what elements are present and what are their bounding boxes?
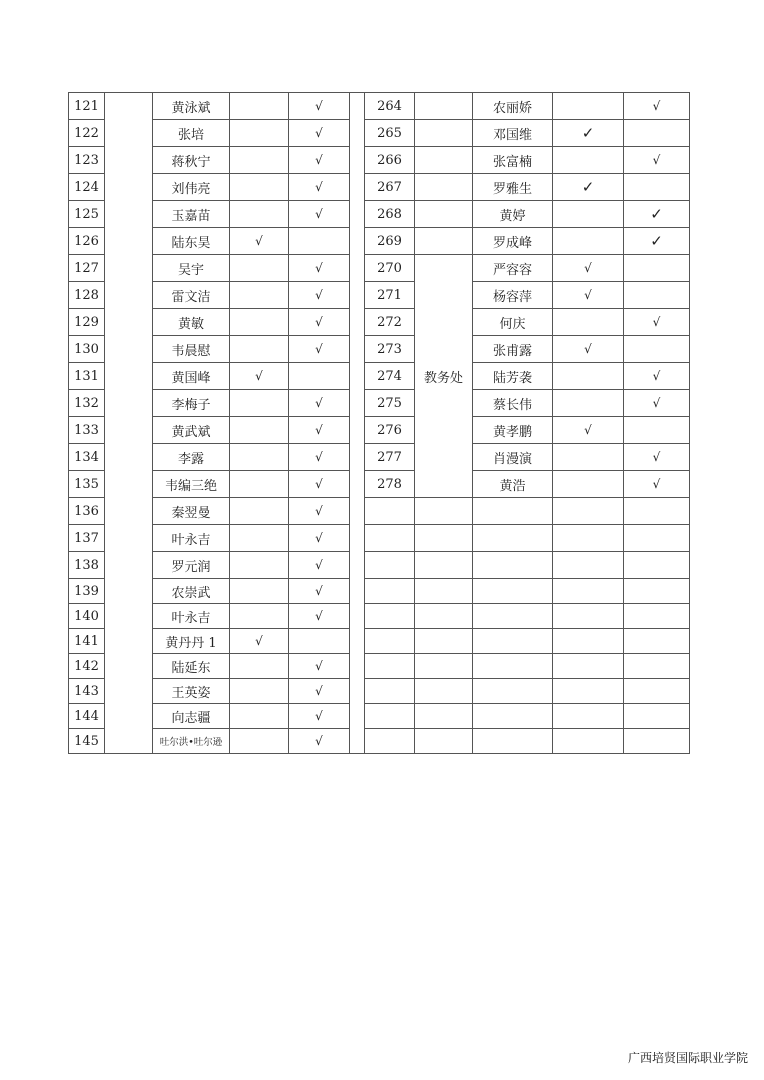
mark-col-2 — [624, 336, 690, 363]
row-number: 133 — [69, 417, 105, 444]
person-name: 黄丹丹 1 — [153, 629, 230, 654]
mark-col-2: √ — [289, 255, 350, 282]
table-body — [69, 93, 690, 754]
mark-col-2: √ — [624, 390, 690, 417]
table-row — [69, 174, 690, 201]
mark-col-2 — [624, 525, 690, 552]
person-name: 陆芳袭 — [473, 363, 553, 390]
mark-col-2: √ — [289, 309, 350, 336]
mark-col-2: √ — [289, 729, 350, 754]
person-name: 韦编三绝 — [153, 471, 230, 498]
mark-col-2: √ — [624, 309, 690, 336]
mark-col-1 — [230, 120, 289, 147]
row-number: 138 — [69, 552, 105, 579]
row-number: 274 — [365, 363, 415, 390]
table-row — [69, 525, 690, 552]
mark-col-1 — [230, 390, 289, 417]
mark-col-1 — [230, 579, 289, 604]
department-cell: 教务处 — [415, 255, 473, 498]
person-name: 雷文洁 — [153, 282, 230, 309]
mark-col-1: ✓ — [553, 174, 624, 201]
mark-col-1 — [553, 704, 624, 729]
person-name: 黄武斌 — [153, 417, 230, 444]
mark-col-1 — [230, 174, 289, 201]
mark-col-1: √ — [230, 363, 289, 390]
mark-col-2 — [289, 228, 350, 255]
mark-col-1 — [230, 336, 289, 363]
department-cell — [415, 704, 473, 729]
mark-col-2: √ — [289, 654, 350, 679]
person-name: 杨容萍 — [473, 282, 553, 309]
mark-col-1 — [230, 525, 289, 552]
row-number: 266 — [365, 147, 415, 174]
row-number: 137 — [69, 525, 105, 552]
person-name: 张甫露 — [473, 336, 553, 363]
row-number: 123 — [69, 147, 105, 174]
row-number: 267 — [365, 174, 415, 201]
department-cell — [415, 579, 473, 604]
person-name: 农丽娇 — [473, 93, 553, 120]
row-number: 278 — [365, 471, 415, 498]
mark-col-1 — [553, 444, 624, 471]
person-name: 蒋秋宁 — [153, 147, 230, 174]
column-gap — [350, 93, 365, 754]
mark-col-1 — [230, 729, 289, 754]
table-row — [69, 93, 690, 120]
mark-col-1 — [230, 471, 289, 498]
table-row — [69, 552, 690, 579]
mark-col-1 — [230, 498, 289, 525]
row-number — [365, 525, 415, 552]
row-number: 136 — [69, 498, 105, 525]
person-name — [473, 704, 553, 729]
mark-col-1 — [553, 579, 624, 604]
mark-col-2 — [289, 363, 350, 390]
table-row — [69, 704, 690, 729]
row-number: 264 — [365, 93, 415, 120]
row-number: 124 — [69, 174, 105, 201]
mark-col-1 — [230, 654, 289, 679]
footer-institution: 广西培贤国际职业学院 — [627, 1051, 748, 1065]
person-name: 黄泳斌 — [153, 93, 230, 120]
person-name: 邓国维 — [473, 120, 553, 147]
department-cell — [415, 525, 473, 552]
department-cell — [415, 93, 473, 120]
mark-col-2: ✓ — [624, 201, 690, 228]
mark-col-2: √ — [289, 704, 350, 729]
row-number — [365, 704, 415, 729]
row-number — [365, 629, 415, 654]
mark-col-2: √ — [624, 363, 690, 390]
person-name: 黄婷 — [473, 201, 553, 228]
row-number: 141 — [69, 629, 105, 654]
person-name: 秦翌曼 — [153, 498, 230, 525]
mark-col-2: √ — [624, 147, 690, 174]
person-name: 叶永吉 — [153, 604, 230, 629]
row-number: 269 — [365, 228, 415, 255]
mark-col-2: √ — [289, 417, 350, 444]
table-row — [69, 120, 690, 147]
department-cell — [415, 552, 473, 579]
table-row — [69, 579, 690, 604]
row-number — [365, 604, 415, 629]
row-number: 265 — [365, 120, 415, 147]
table-row — [69, 201, 690, 228]
row-number — [365, 498, 415, 525]
mark-col-2: √ — [289, 444, 350, 471]
person-name: 陆东昊 — [153, 228, 230, 255]
table-row — [69, 228, 690, 255]
table-row — [69, 679, 690, 704]
mark-col-1 — [553, 729, 624, 754]
person-name: 黄国峰 — [153, 363, 230, 390]
mark-col-2 — [624, 417, 690, 444]
department-cell — [415, 729, 473, 754]
person-name — [473, 552, 553, 579]
mark-col-1 — [230, 444, 289, 471]
mark-col-2 — [624, 552, 690, 579]
person-name — [473, 679, 553, 704]
table-row — [69, 417, 690, 444]
person-name: 张富楠 — [473, 147, 553, 174]
mark-col-1 — [230, 309, 289, 336]
person-name: 玉嘉苗 — [153, 201, 230, 228]
mark-col-1 — [553, 228, 624, 255]
mark-col-1 — [553, 363, 624, 390]
person-name: 蔡长伟 — [473, 390, 553, 417]
mark-col-2: √ — [289, 120, 350, 147]
person-name: 向志疆 — [153, 704, 230, 729]
row-number: 122 — [69, 120, 105, 147]
row-number — [365, 552, 415, 579]
row-number: 268 — [365, 201, 415, 228]
mark-col-1 — [553, 604, 624, 629]
mark-col-1 — [230, 147, 289, 174]
mark-col-1 — [553, 390, 624, 417]
row-number: 273 — [365, 336, 415, 363]
row-number: 276 — [365, 417, 415, 444]
row-number: 139 — [69, 579, 105, 604]
mark-col-2: √ — [289, 390, 350, 417]
mark-col-1 — [553, 629, 624, 654]
person-name: 严容容 — [473, 255, 553, 282]
person-name — [473, 579, 553, 604]
mark-col-1 — [230, 704, 289, 729]
mark-col-2: √ — [289, 147, 350, 174]
person-name — [473, 498, 553, 525]
table-row — [69, 282, 690, 309]
person-name: 黄敏 — [153, 309, 230, 336]
mark-col-2 — [624, 120, 690, 147]
row-number: 270 — [365, 255, 415, 282]
row-number: 125 — [69, 201, 105, 228]
department-cell — [415, 498, 473, 525]
mark-col-1 — [230, 552, 289, 579]
mark-col-2 — [624, 679, 690, 704]
mark-col-1 — [230, 604, 289, 629]
mark-col-2 — [624, 629, 690, 654]
row-number: 127 — [69, 255, 105, 282]
person-name: 肖漫演 — [473, 444, 553, 471]
mark-col-1 — [553, 93, 624, 120]
person-name: 刘伟亮 — [153, 174, 230, 201]
department-cell — [415, 679, 473, 704]
mark-col-2: √ — [289, 201, 350, 228]
mark-col-2 — [624, 579, 690, 604]
person-name: 罗雅生 — [473, 174, 553, 201]
row-number: 140 — [69, 604, 105, 629]
mark-col-1: ✓ — [553, 120, 624, 147]
person-name: 叶永吉 — [153, 525, 230, 552]
row-number: 129 — [69, 309, 105, 336]
person-name: 罗成峰 — [473, 228, 553, 255]
row-number: 128 — [69, 282, 105, 309]
department-cell — [415, 120, 473, 147]
table-row — [69, 729, 690, 754]
table-row — [69, 390, 690, 417]
mark-col-2: √ — [289, 336, 350, 363]
table-row — [69, 363, 690, 390]
mark-col-1: √ — [553, 255, 624, 282]
row-number: 134 — [69, 444, 105, 471]
mark-col-2 — [624, 729, 690, 754]
department-cell — [415, 228, 473, 255]
mark-col-2: √ — [289, 471, 350, 498]
department-cell — [415, 654, 473, 679]
mark-col-1 — [230, 93, 289, 120]
mark-col-1 — [553, 471, 624, 498]
person-name: 黄孝鹏 — [473, 417, 553, 444]
mark-col-1 — [230, 201, 289, 228]
mark-col-1 — [553, 654, 624, 679]
mark-col-2: √ — [289, 525, 350, 552]
mark-col-1: √ — [230, 629, 289, 654]
mark-col-2 — [624, 704, 690, 729]
person-name: 农崇武 — [153, 579, 230, 604]
mark-col-2: √ — [289, 282, 350, 309]
attendance-table — [68, 92, 690, 754]
person-name: 吴宇 — [153, 255, 230, 282]
table-row — [69, 629, 690, 654]
mark-col-1 — [553, 498, 624, 525]
mark-col-2 — [624, 174, 690, 201]
person-name — [473, 654, 553, 679]
person-name: 张培 — [153, 120, 230, 147]
mark-col-2: √ — [289, 174, 350, 201]
mark-col-2 — [624, 604, 690, 629]
row-number: 142 — [69, 654, 105, 679]
mark-col-2 — [624, 282, 690, 309]
mark-col-1: √ — [553, 417, 624, 444]
mark-col-2 — [624, 255, 690, 282]
row-number: 272 — [365, 309, 415, 336]
row-number — [365, 679, 415, 704]
table-row — [69, 444, 690, 471]
table-row — [69, 654, 690, 679]
department-cell — [105, 93, 153, 754]
table-row — [69, 498, 690, 525]
row-number: 131 — [69, 363, 105, 390]
row-number — [365, 729, 415, 754]
mark-col-1 — [553, 525, 624, 552]
mark-col-2: √ — [289, 552, 350, 579]
row-number — [365, 579, 415, 604]
mark-col-1: √ — [553, 336, 624, 363]
table-row — [69, 255, 690, 282]
table-row — [69, 471, 690, 498]
department-cell — [415, 629, 473, 654]
mark-col-1: √ — [553, 282, 624, 309]
person-name: 韦晨慰 — [153, 336, 230, 363]
person-name — [473, 629, 553, 654]
mark-col-1 — [230, 679, 289, 704]
person-name — [473, 729, 553, 754]
row-number: 132 — [69, 390, 105, 417]
person-name — [473, 604, 553, 629]
department-cell — [415, 201, 473, 228]
department-cell — [415, 147, 473, 174]
person-name — [473, 525, 553, 552]
mark-col-2 — [624, 654, 690, 679]
mark-col-2: √ — [289, 498, 350, 525]
person-name: 李露 — [153, 444, 230, 471]
row-number: 145 — [69, 729, 105, 754]
row-number: 135 — [69, 471, 105, 498]
person-name: 黄浩 — [473, 471, 553, 498]
person-name: 陆延东 — [153, 654, 230, 679]
department-cell — [415, 604, 473, 629]
person-name: 王英姿 — [153, 679, 230, 704]
mark-col-2: √ — [624, 444, 690, 471]
table-row — [69, 309, 690, 336]
mark-col-1 — [553, 552, 624, 579]
mark-col-1 — [553, 679, 624, 704]
row-number: 126 — [69, 228, 105, 255]
mark-col-2: √ — [289, 93, 350, 120]
mark-col-2 — [624, 498, 690, 525]
mark-col-1 — [230, 255, 289, 282]
mark-col-1 — [553, 147, 624, 174]
mark-col-1 — [230, 282, 289, 309]
mark-col-1 — [553, 309, 624, 336]
mark-col-2: √ — [624, 471, 690, 498]
row-number: 271 — [365, 282, 415, 309]
table-row — [69, 604, 690, 629]
person-name: 李梅子 — [153, 390, 230, 417]
row-number — [365, 654, 415, 679]
mark-col-2: √ — [624, 93, 690, 120]
table-row — [69, 147, 690, 174]
row-number: 143 — [69, 679, 105, 704]
person-name: 何庆 — [473, 309, 553, 336]
mark-col-2: √ — [289, 579, 350, 604]
person-name: 吐尔洪•吐尔逊 — [153, 729, 230, 754]
table-row — [69, 336, 690, 363]
mark-col-2: √ — [289, 679, 350, 704]
row-number: 144 — [69, 704, 105, 729]
row-number: 275 — [365, 390, 415, 417]
row-number: 277 — [365, 444, 415, 471]
mark-col-1 — [230, 417, 289, 444]
row-number: 121 — [69, 93, 105, 120]
mark-col-1 — [553, 201, 624, 228]
department-cell — [415, 174, 473, 201]
mark-col-1: √ — [230, 228, 289, 255]
person-name: 罗元润 — [153, 552, 230, 579]
mark-col-2 — [289, 629, 350, 654]
row-number: 130 — [69, 336, 105, 363]
mark-col-2: √ — [289, 604, 350, 629]
mark-col-2: ✓ — [624, 228, 690, 255]
